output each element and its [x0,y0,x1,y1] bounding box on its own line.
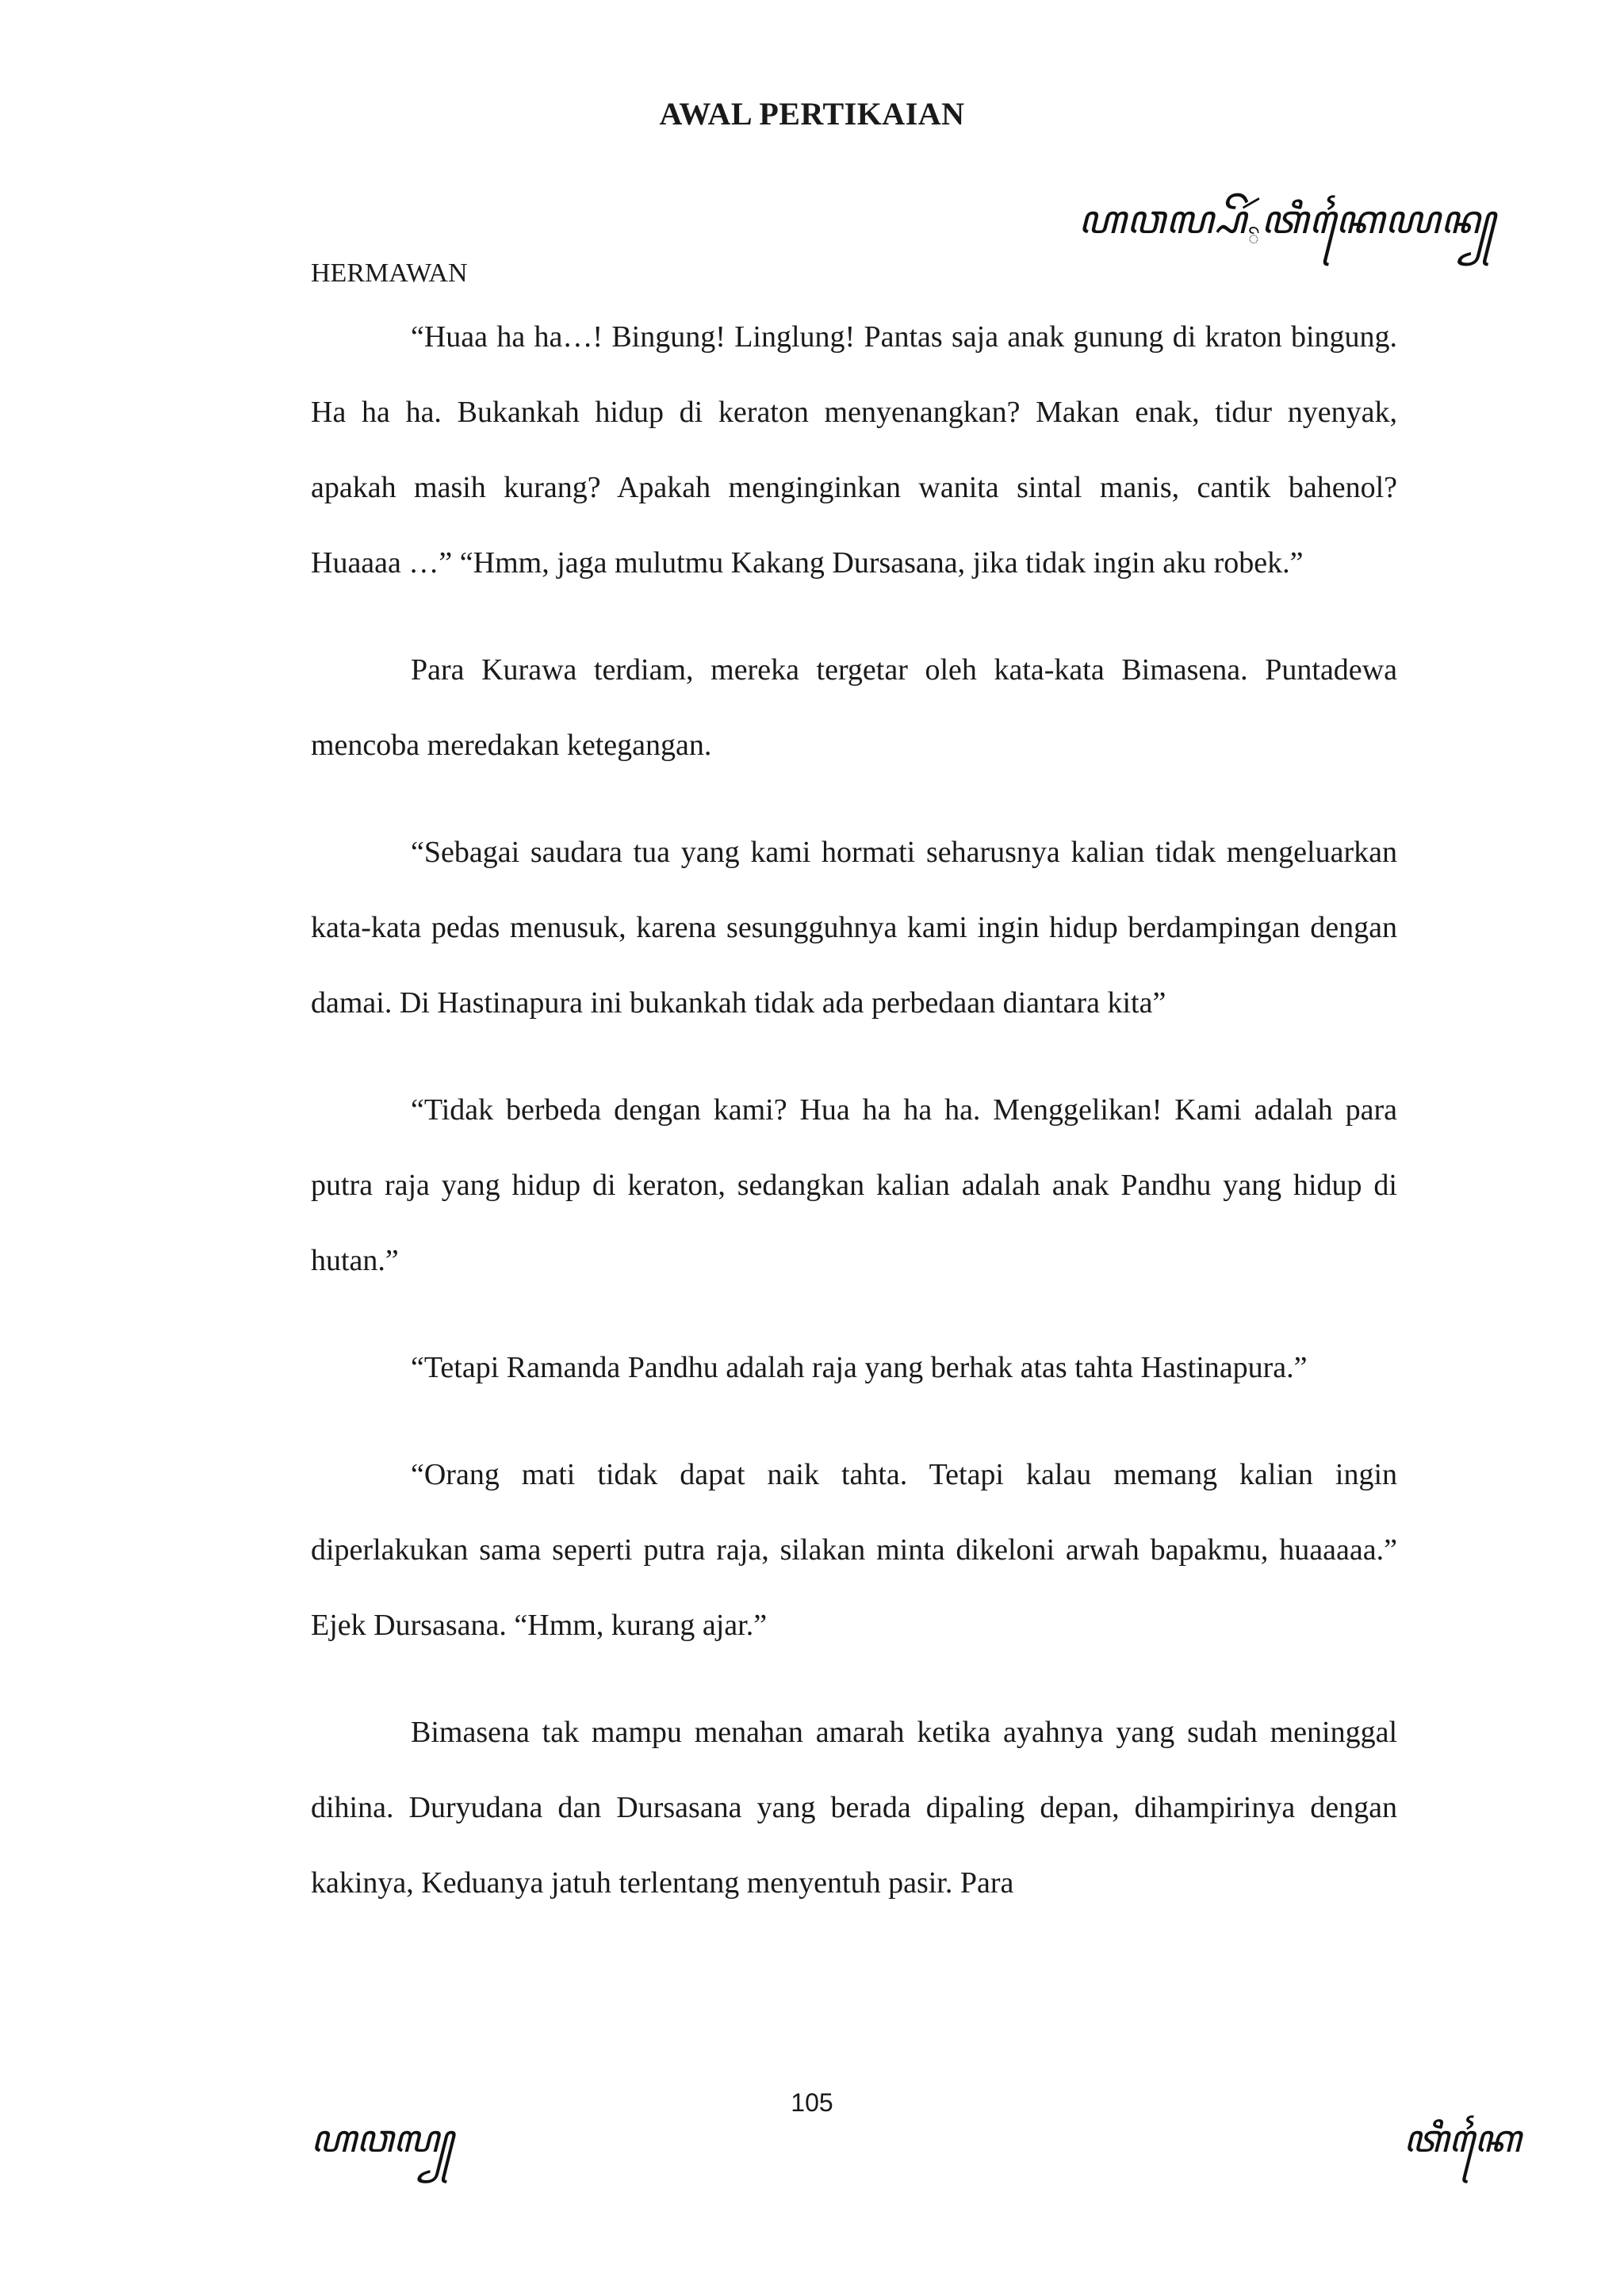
page-number: 105 [791,2088,833,2117]
javanese-script-header [1078,189,1496,270]
paragraph: “Orang mati tidak dapat naik tahta. Tetapi kalau memang kalian ingin diperlakukan sama seperti putra raja, silakan minta dikeloni arwah bapakmu, huaaaaa.” Ejek Dursasana. “Hmm, kurang ajar.” [311,1458,1397,1642]
javanese-script-footer-right: ꦠꦶꦏꦻ [1404,2117,1521,2161]
story-body [311,300,1397,1921]
javanese-script-header-right: ꦠꦶꦏꦻꦪꦤ꧀ [1261,197,1496,243]
author-name: HERMAWAN [311,258,468,288]
paragraph: “Sebagai saudara tua yang kami hormati seharusnya kalian tidak mengeluarkan kata-kata pedas menusuk, karena sesungguhnya kami ingin hidup berdampingan dengan damai. Di Hastinapura ini bukankah tidak ada perbedaan diantara kita” [311,836,1397,1020]
paragraph: Para Kurawa terdiam, mereka tergetar oleh kata-kata Bimasena. Puntadewa mencoba meredakan ketegangan. [311,653,1397,762]
javanese-script-header-left: ꦲꦮꦭ꧀ꦥꦼꦂ [1078,197,1247,243]
paragraph: Bimasena tak mampu menahan amarah ketika ayahnya yang sudah meninggal dihina. Duryudana dan Dursasana yang berada dipaling depan, dihampirinya dengan kakinya, Keduanya jatuh terlentang menyentuh pasir. Para [311,1716,1397,1900]
paragraph: “Tidak berbeda dengan kami? Hua ha ha ha. Menggelikan! Kami adalah para putra raja yang hidup di keraton, sedangkan kalian adalah anak Pandhu yang hidup di hutan.” [311,1093,1397,1277]
javanese-script-footer-left: ꦲꦮꦭ꧀ [311,2117,454,2161]
paragraph: “Tetapi Ramanda Pandhu adalah raja yang berhak atas tahta Hastinapura.” [411,1351,1308,1384]
chapter-title: AWAL PERTIKAIAN [659,96,965,132]
javanese-script-header-mark: ꦼ [1248,229,1260,249]
paragraph: “Huaa ha ha…! Bingung! Linglung! Pantas saja anak gunung di kraton bingung. Ha ha ha. Bukankah hidup di keraton menyenangkan? Makan enak, tidur nyenyak, apakah masih kurang? Apakah menginginkan wanita sintal manis, cantik bahenol? Huaaaa …” “Hmm, jaga mulutmu Kakang Dursasana, jika tidak ingin aku robek.” [311,320,1397,580]
